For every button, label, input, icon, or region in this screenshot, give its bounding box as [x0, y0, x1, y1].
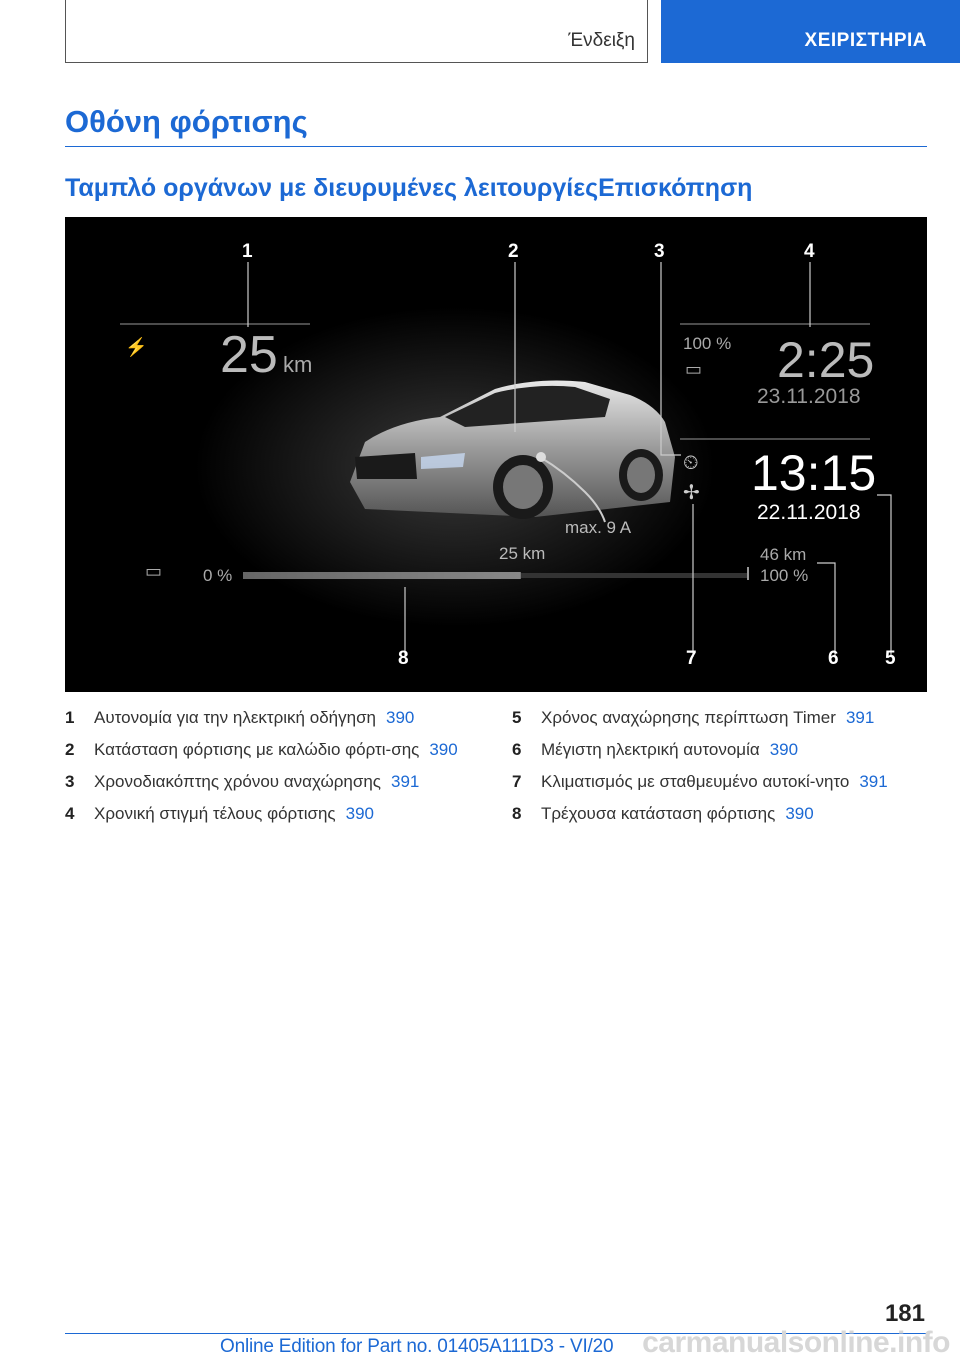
footer-edition-text: Online Edition for Part no. 01405A111D3 - VI/20: [220, 1336, 614, 1357]
legend-number: 3: [65, 772, 75, 791]
charge-scale-fill: [243, 572, 521, 579]
scale-end: 100 %: [760, 566, 809, 585]
callout-1: 1: [242, 241, 253, 262]
max-current: max. 9 A: [565, 518, 632, 537]
battery-icon: ▭: [685, 359, 703, 379]
callout-7: 7: [686, 648, 697, 669]
legend-text: Κατάσταση φόρτισης με καλώδιο φόρτι-σης: [94, 740, 420, 759]
page-reference-link[interactable]: 391: [845, 708, 875, 727]
page-reference-link[interactable]: 390: [785, 804, 814, 823]
scale-max-range: 46 km: [760, 545, 807, 564]
page-reference-link[interactable]: 390: [386, 708, 415, 727]
callout-2: 2: [508, 241, 519, 262]
callout-6: 6: [828, 648, 839, 669]
legend-item: [512, 705, 922, 730]
range-value: 25: [220, 326, 278, 384]
legend-text: Τρέχουσα κατάσταση φόρτισης: [541, 804, 776, 823]
chapter-tab-label: ΧΕΙΡΙΣΤΗΡΙΑ: [804, 30, 927, 51]
callout-3: 3: [654, 241, 665, 262]
page-reference-link[interactable]: 390: [345, 804, 374, 823]
page-title: Οθόνη φόρτισης: [65, 104, 308, 139]
fan-icon: ✢: [683, 482, 700, 504]
title-divider: [65, 146, 927, 147]
plug-icon: ⚡: [125, 337, 148, 357]
scale-current-range: 25 km: [499, 544, 546, 563]
instrument-cluster-figure: [65, 217, 927, 692]
legend-item: [65, 769, 465, 794]
end-date: 23.11.2018: [757, 385, 861, 408]
legend-item: [65, 801, 465, 826]
page-reference-link[interactable]: 390: [429, 740, 458, 759]
page-number: 181: [884, 1300, 925, 1327]
legend-number: 4: [65, 804, 75, 823]
legend-number: 1: [65, 708, 75, 727]
legend-text: Αυτονομία για την ηλεκτρική οδήγηση: [94, 708, 377, 727]
legend-text: Μέγιστη ηλεκτρική αυτονομία: [541, 740, 760, 759]
car-grille: [355, 453, 417, 479]
range-unit: km: [283, 352, 313, 377]
callout-4: 4: [804, 241, 815, 262]
legend-text: Χρονική στιγμή τέλους φόρτισης: [94, 804, 336, 823]
scale-start: 0 %: [203, 566, 233, 585]
watermark: carmanualsonline.info: [642, 1326, 950, 1359]
callout-5: 5: [885, 648, 896, 669]
legend-item: [65, 737, 465, 762]
legend-item: [65, 705, 465, 730]
timer-clock-icon: ⏲: [683, 452, 699, 474]
legend-text: Χρονοδιακόπτης χρόνου αναχώρησης: [94, 772, 381, 791]
end-time: 2:25: [777, 332, 875, 388]
legend-number: 8: [512, 804, 522, 823]
section-tab[interactable]: [65, 0, 648, 63]
page-reference-link[interactable]: 391: [391, 772, 420, 791]
legend-left-column: [65, 705, 465, 833]
battery-icon-bottom: ▭: [145, 561, 163, 581]
legend-text: Κλιματισμός με σταθμευμένο αυτοκί-νητο: [541, 772, 850, 791]
section-subtitle: Ταμπλό οργάνων με διευρυμένες λειτουργίεςΕπισκόπηση: [65, 174, 753, 202]
timer-time: 13:15: [751, 445, 877, 501]
page-reference-link[interactable]: 391: [859, 772, 888, 791]
chapter-tab[interactable]: [661, 0, 960, 63]
legend-item: [512, 801, 922, 826]
legend-number: 7: [512, 772, 522, 791]
timer-date: 22.11.2018: [757, 501, 861, 524]
legend-number: 2: [65, 740, 75, 759]
legend-item: [512, 769, 922, 794]
legend-number: 6: [512, 740, 522, 759]
legend-item: [512, 737, 922, 762]
legend-text: Χρόνος αναχώρησης περίπτωση Timer: [541, 708, 836, 727]
page-reference-link[interactable]: 390: [769, 740, 799, 759]
legend-right-column: [512, 705, 922, 833]
legend-number: 5: [512, 708, 522, 727]
battery-percent-top: 100 %: [683, 334, 732, 353]
section-tab-label: Ένδειξη: [568, 30, 635, 51]
callout-8: 8: [398, 648, 409, 669]
